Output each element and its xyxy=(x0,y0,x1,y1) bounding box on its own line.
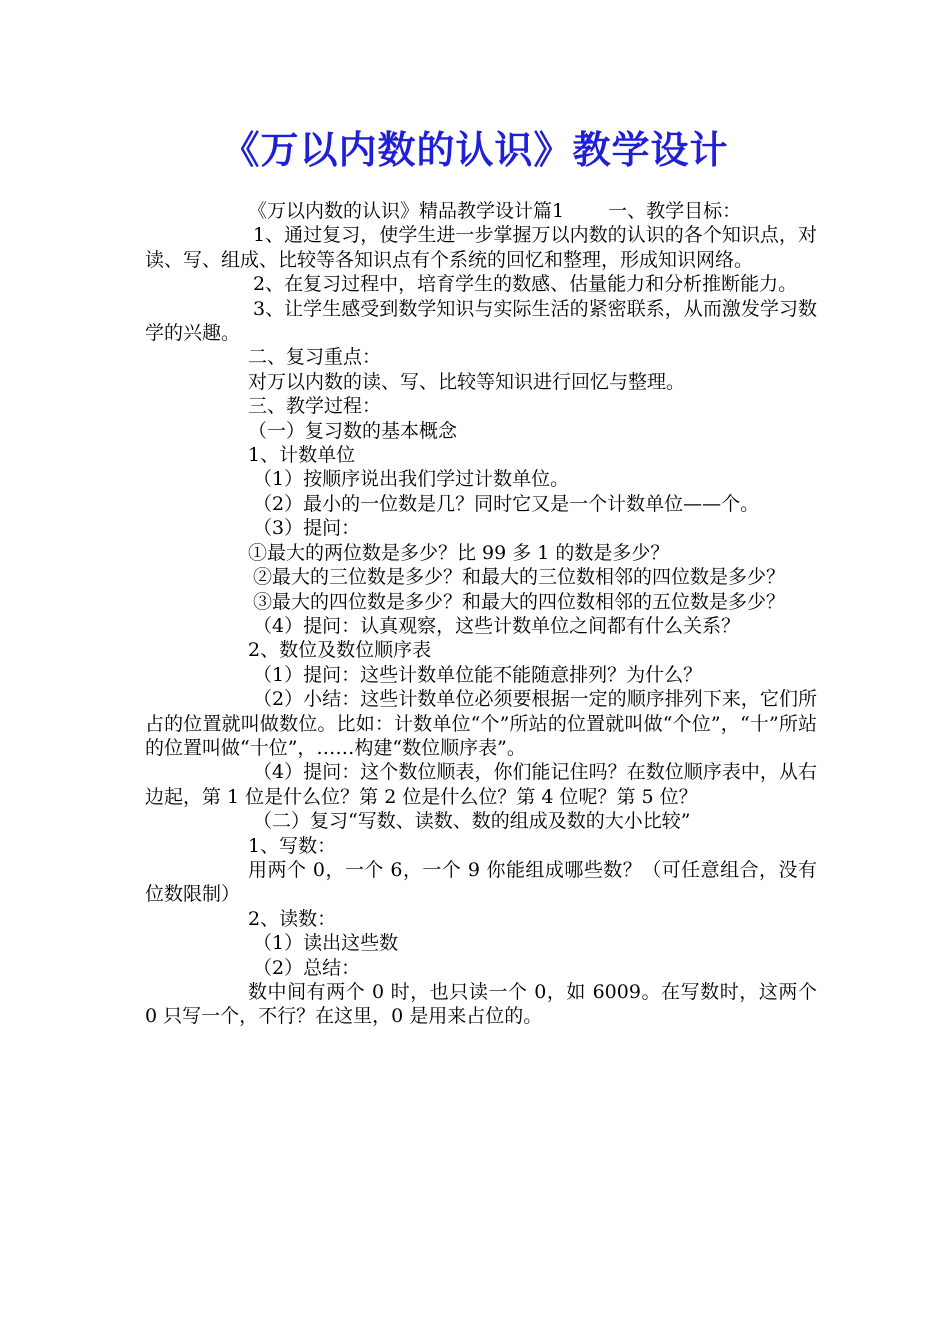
paragraph-key-points: 对万以内数的读、写、比较等知识进行回忆与整理。 xyxy=(248,370,686,393)
item-heading-writing: 1、写数： xyxy=(248,834,337,857)
item-heading-place-values: 2、数位及数位顺序表 xyxy=(248,639,432,662)
list-item: ①最大的两位数是多少？比 99 多 1 的数是多少？ xyxy=(248,541,670,564)
section-heading-key-points: 二、复习重点： xyxy=(248,346,382,369)
paragraph-summary: 数中间有两个 0 时，也只读一个 0，如 6009。在写数时，这两个 0 只写一个，不行？在这里，0 是用来占位的。 xyxy=(145,981,824,1028)
paragraph-goal-1: 1、通过复习，使学生进一步掌握万以内数的认识的各个知识点，对读、写、组成、比较等各知识点有个系统的回忆和整理，形成知识网络。 xyxy=(145,224,817,271)
subsection-heading-reading-writing: （二）复习“写数、读数、数的组成及数的大小比较” xyxy=(253,810,691,833)
subsection-heading-concepts: （一）复习数的基本概念 xyxy=(248,419,458,442)
document-body xyxy=(145,199,824,1029)
list-item: （1）按顺序说出我们学过计数单位。 xyxy=(253,468,570,491)
paragraph-writing: 用两个 0，一个 6，一个 9 你能组成哪些数？（可任意组合，没有位数限制） xyxy=(145,858,817,906)
list-item: （1）读出这些数 xyxy=(253,932,399,955)
list-item: （2）小结：这些计数单位必须要根据一定的顺序排列下来，它们所占的位置就叫做数位。比如：计数单位“个”所站的位置就叫做“个位”，“十”所站的位置叫做“十位”，……构建“数位顺序表”。 xyxy=(145,688,817,759)
section-heading-process: 三、教学过程： xyxy=(248,395,382,418)
list-item: ②最大的三位数是多少？和最大的三位数相邻的四位数是多少？ xyxy=(253,566,786,589)
item-heading-units: 1、计数单位 xyxy=(248,444,356,467)
item-heading-reading: 2、读数： xyxy=(248,907,337,930)
list-item: （3）提问： xyxy=(253,517,361,540)
list-item: （4）提问：认真观察，这些计数单位之间都有什么关系？ xyxy=(253,614,741,637)
paragraph-goal-3: 3、让学生感受到数学知识与实际生活的紧密联系，从而激发学习数学的兴趣。 xyxy=(145,297,817,345)
paragraph-intro: 《万以内数的认识》精品教学设计篇1 一、教学目标： xyxy=(248,200,742,222)
list-item: （2）总结： xyxy=(253,956,361,979)
list-item: （4）提问：这个数位顺表，你们能记住吗？在数位顺序表中，从右边起，第 1 位是什么位？第 2 位是什么位？第 4 位呢？第 5 位？ xyxy=(145,761,817,808)
list-item: （2）最小的一位数是几？同时它又是一个计数单位——个。 xyxy=(253,492,760,515)
list-item: （1）提问：这些计数单位能不能随意排列？为什么？ xyxy=(253,663,703,686)
list-item: ③最大的四位数是多少？和最大的四位数相邻的五位数是多少？ xyxy=(253,590,786,613)
paragraph-goal-2: 2、在复习过程中，培育学生的数感、估量能力和分析推断能力。 xyxy=(253,273,798,296)
document-title: 《万以内数的认识》教学设计 xyxy=(221,127,729,172)
